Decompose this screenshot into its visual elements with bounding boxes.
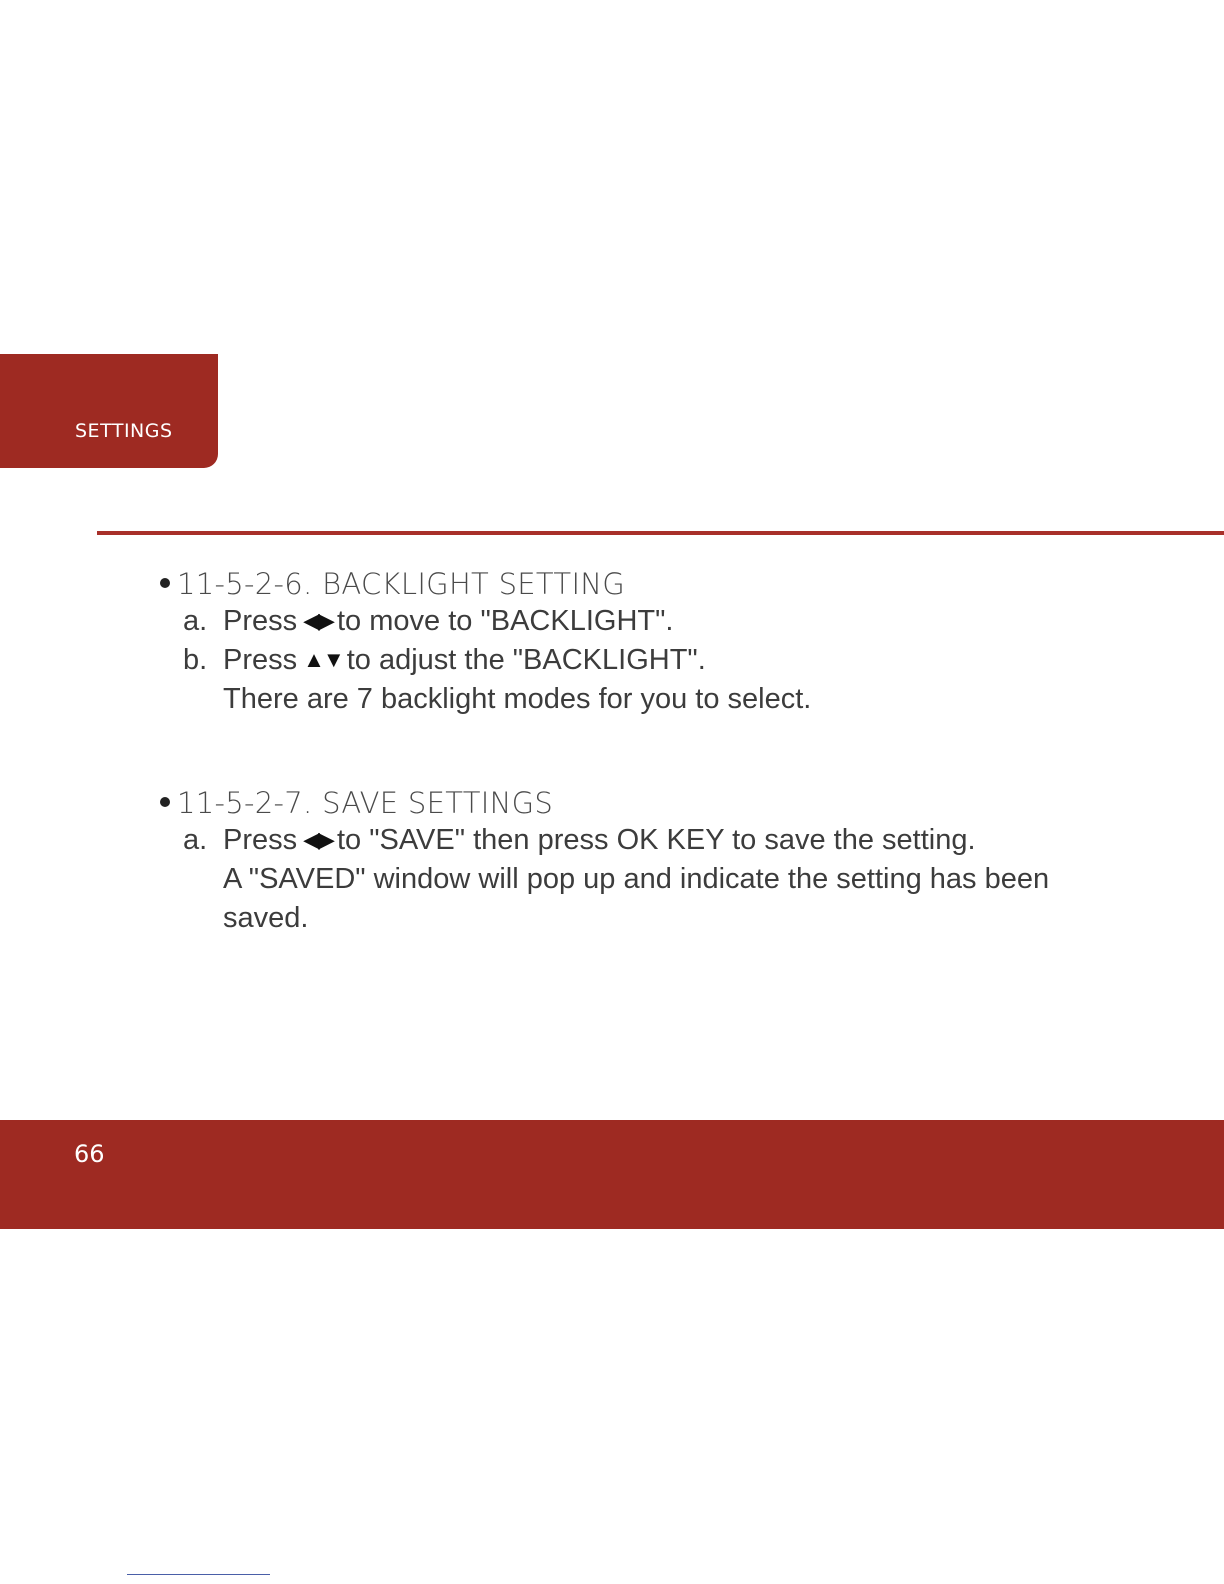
footnote-rule (127, 1574, 270, 1575)
up-down-arrows-icon: ▲▼ (303, 647, 343, 672)
left-right-arrows-icon: ◀▶ (303, 608, 333, 633)
bullet-icon (160, 797, 170, 807)
footer-bar (0, 1120, 1224, 1229)
step-item: a. Press ◀▶ to "SAVE" then press OK KEY to save the setting. (183, 824, 976, 856)
step-item: b. Press ▲▼ to adjust the "BACKLIGHT". (183, 644, 706, 676)
bullet-icon (160, 578, 170, 588)
section-tab (0, 354, 218, 468)
left-right-arrows-icon: ◀▶ (303, 827, 333, 852)
section-tab-label: SETTINGS (75, 420, 173, 442)
step-continuation: saved. (223, 902, 309, 934)
page-number: 66 (74, 1140, 105, 1168)
step-item: a. Press ◀▶ to move to "BACKLIGHT". (183, 605, 674, 637)
header-rule (97, 531, 1224, 535)
step-continuation: A "SAVED" window will pop up and indicate the setting has been (223, 863, 1050, 895)
step-continuation: There are 7 backlight modes for you to select. (223, 683, 812, 715)
section-heading: 11-5-2-7. SAVE SETTINGS (160, 786, 553, 820)
section-heading: 11-5-2-6. BACKLIGHT SETTING (160, 567, 625, 601)
